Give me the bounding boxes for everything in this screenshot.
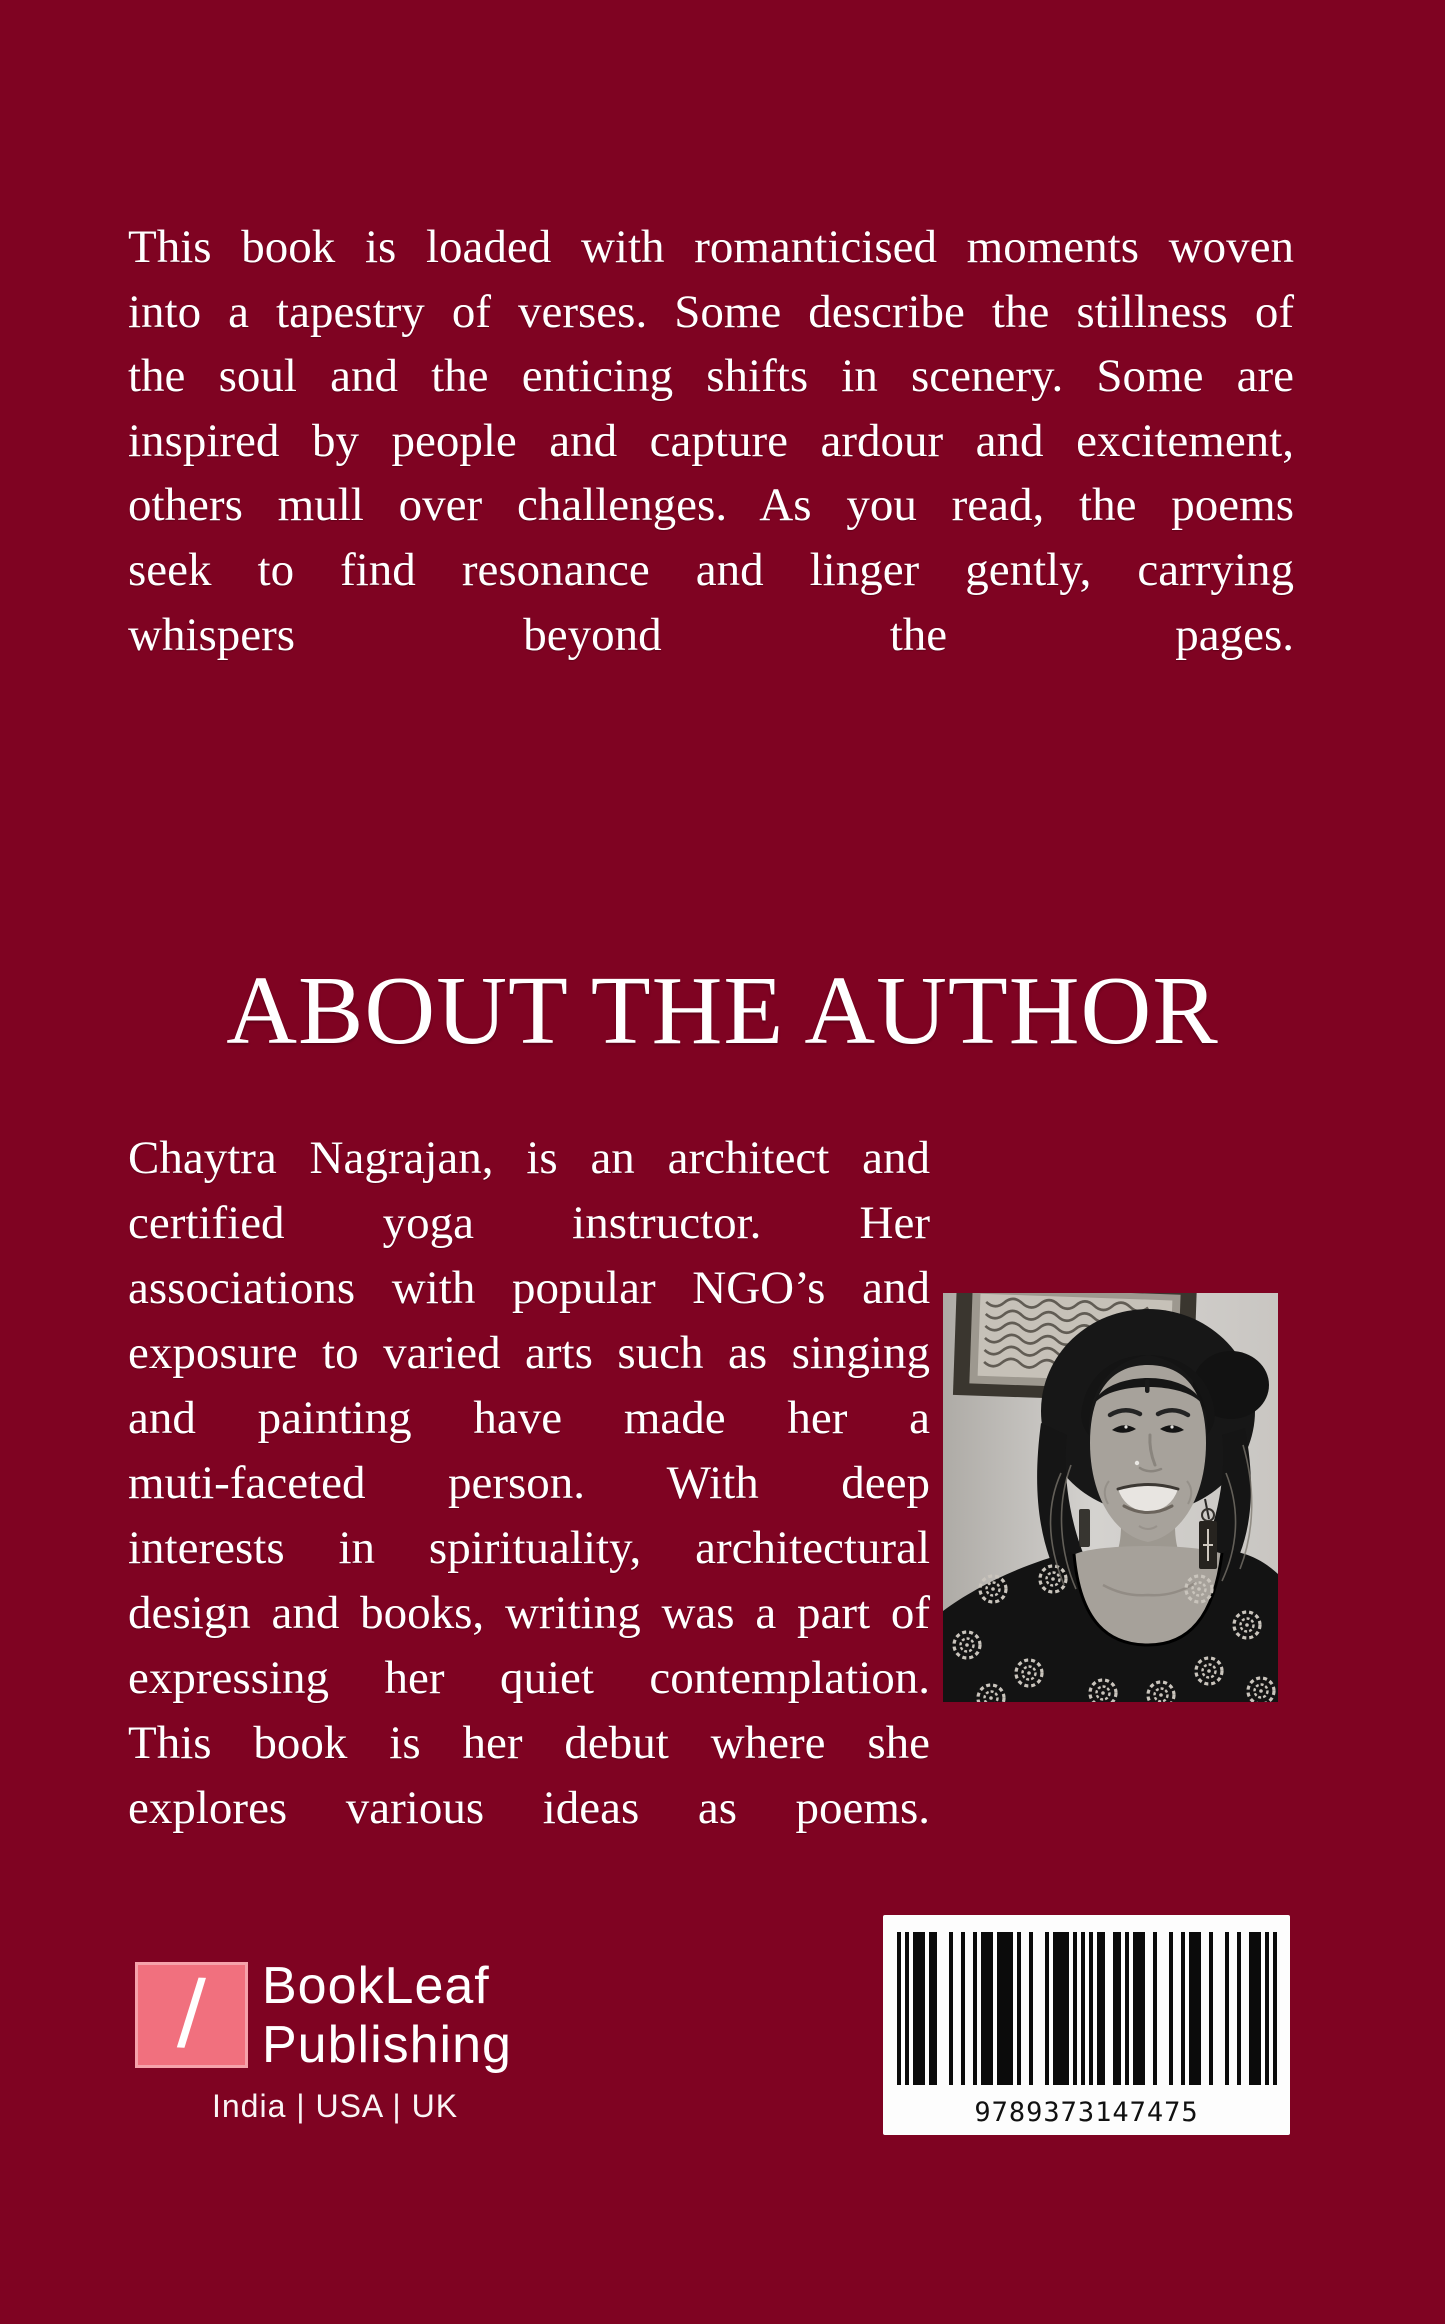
publisher-regions: India | USA | UK [211,2088,459,2124]
bio-line: certified yoga instructor. Her [128,1197,930,1249]
synopsis-line: into a tapestry of verses. Some describe the stillness of [128,285,1294,338]
bio-line: exposure to varied arts such as singing [128,1327,930,1379]
synopsis-line: the soul and the enticing shifts in scenery. Some are [128,350,1294,403]
about-the-author-heading: ABOUT THE AUTHOR [226,957,1219,1065]
bio-line: explores various ideas as poems. [128,1782,930,1834]
publisher-name-line1: BookLeaf [262,1957,490,2015]
synopsis-line: inspired by people and capture ardour and excitement, [128,414,1294,467]
bio-line: associations with popular NGO’s and [128,1262,930,1314]
bio-line: This book is her debut where she [128,1717,930,1769]
bio-line: and painting have made her a [128,1392,930,1444]
bio-line: expressing her quiet contemplation. [128,1652,930,1704]
barcode-number: 9789373147475 [974,2097,1199,2128]
slash-icon: / [176,1960,207,2069]
synopsis-line: seek to find resonance and linger gently, carrying [128,543,1294,596]
bio-line: interests in spirituality, architectural [128,1522,930,1574]
bio-line: design and books, writing was a part of [128,1587,930,1639]
publisher-logo-mark [135,1962,248,2068]
publisher-name-line2: Publishing [262,2016,512,2074]
synopsis-line: This book is loaded with romanticised moments woven [128,221,1294,273]
synopsis-line: others mull over challenges. As you read, the poems [128,479,1294,532]
bio-line: Chaytra Nagrajan, is an architect and [128,1132,930,1184]
left-earring [1079,1509,1090,1547]
synopsis-line: whispers beyond the pages. [128,608,1294,661]
bio-line: muti-faceted person. With deep [128,1457,930,1509]
synopsis-paragraph [128,215,1294,667]
author-photo-graphic [943,1293,1278,1702]
nose-stud [1135,1461,1139,1465]
publisher-name [262,1957,682,2075]
author-photo [943,1293,1278,1702]
barcode [883,1915,1290,2135]
author-bio-paragraph [128,1126,930,1841]
bindi [1145,1379,1150,1393]
barcode-bars [897,1932,1277,2085]
